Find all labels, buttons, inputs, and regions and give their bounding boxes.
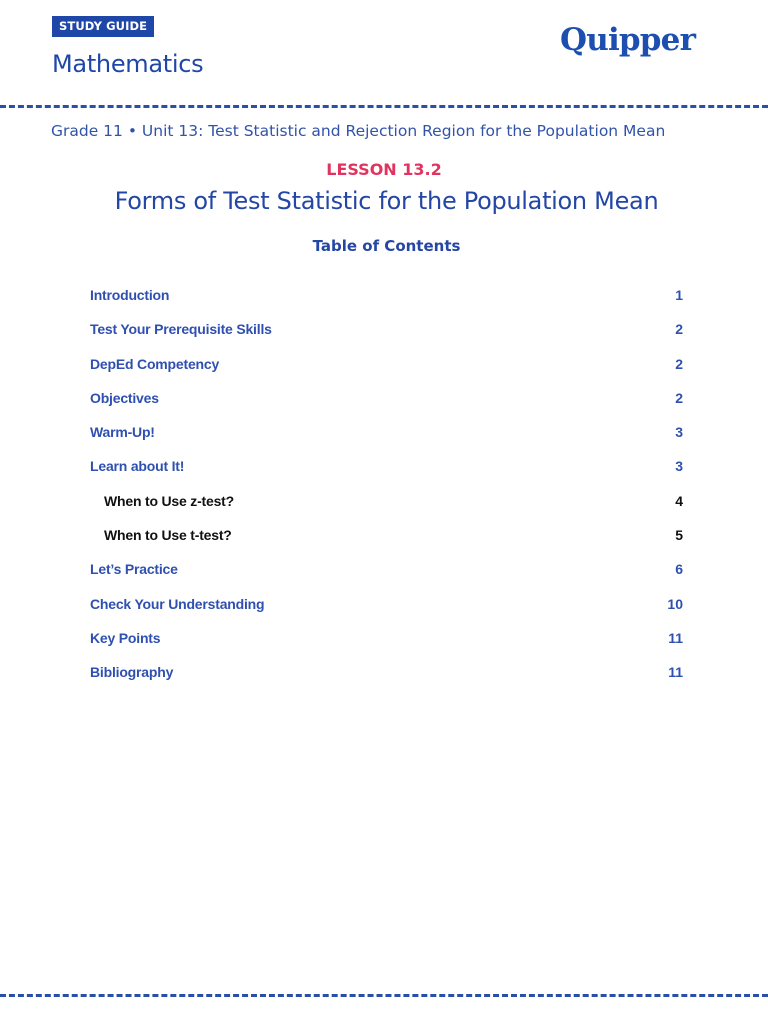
toc-heading: Table of Contents xyxy=(312,237,461,255)
toc-item-deped-competency[interactable] xyxy=(90,356,685,390)
toc-item-page: 3 xyxy=(675,424,683,441)
toc-item-label: Let’s Practice xyxy=(90,561,178,578)
bottom-dotted-divider xyxy=(0,994,768,997)
toc-subitem-z-test[interactable] xyxy=(90,493,685,527)
lesson-number: LESSON 13.2 xyxy=(326,160,442,179)
toc-item-page: 2 xyxy=(675,389,683,406)
toc-item-warm-up[interactable] xyxy=(90,424,685,458)
toc-item-learn-about-it[interactable] xyxy=(90,458,685,492)
toc-item-page: 2 xyxy=(675,321,683,338)
toc-item-page: 2 xyxy=(675,355,683,372)
toc-item-label: Warm-Up! xyxy=(90,424,155,441)
toc-item-label: Objectives xyxy=(90,389,159,406)
toc-item-page: 1 xyxy=(675,287,683,303)
toc-item-label: Bibliography xyxy=(90,664,174,681)
toc-item-label: DepEd Competency xyxy=(90,355,220,372)
top-dotted-divider xyxy=(0,105,768,108)
toc-item-page: 10 xyxy=(667,595,683,612)
subject-title: Mathematics xyxy=(52,50,204,78)
toc-item-page: 5 xyxy=(675,527,683,544)
toc-item-check-understanding[interactable] xyxy=(90,596,685,630)
toc-item-objectives[interactable] xyxy=(90,390,685,424)
toc-item-page: 6 xyxy=(675,561,683,578)
quipper-logo: Quipper xyxy=(560,22,696,58)
toc-item-introduction[interactable] xyxy=(90,287,685,321)
toc-item-page: 3 xyxy=(675,458,683,475)
toc-item-bibliography[interactable] xyxy=(90,664,685,698)
toc-item-page: 11 xyxy=(668,664,683,681)
toc-item-label: Check Your Understanding xyxy=(90,595,265,612)
toc-item-label: Key Points xyxy=(90,629,161,646)
toc-item-label: Learn about It! xyxy=(90,458,185,475)
study-guide-badge: STUDY GUIDE xyxy=(52,16,154,37)
toc-item-label: When to Use z-test? xyxy=(104,492,234,509)
toc-subitem-t-test[interactable] xyxy=(90,527,685,561)
lesson-title: Forms of Test Statistic for the Population Mean xyxy=(114,187,659,215)
table-of-contents xyxy=(90,287,685,699)
unit-breadcrumb: Grade 11 • Unit 13: Test Statistic and Rejection Region for the Population Mean xyxy=(51,122,666,140)
toc-item-key-points[interactable] xyxy=(90,630,685,664)
toc-item-prerequisite-skills[interactable] xyxy=(90,321,685,355)
toc-item-label: Introduction xyxy=(90,287,170,303)
toc-item-page: 11 xyxy=(668,629,683,646)
toc-item-lets-practice[interactable] xyxy=(90,561,685,595)
toc-item-label: When to Use t-test? xyxy=(104,527,232,544)
toc-item-page: 4 xyxy=(675,492,683,509)
toc-item-label: Test Your Prerequisite Skills xyxy=(90,321,272,338)
